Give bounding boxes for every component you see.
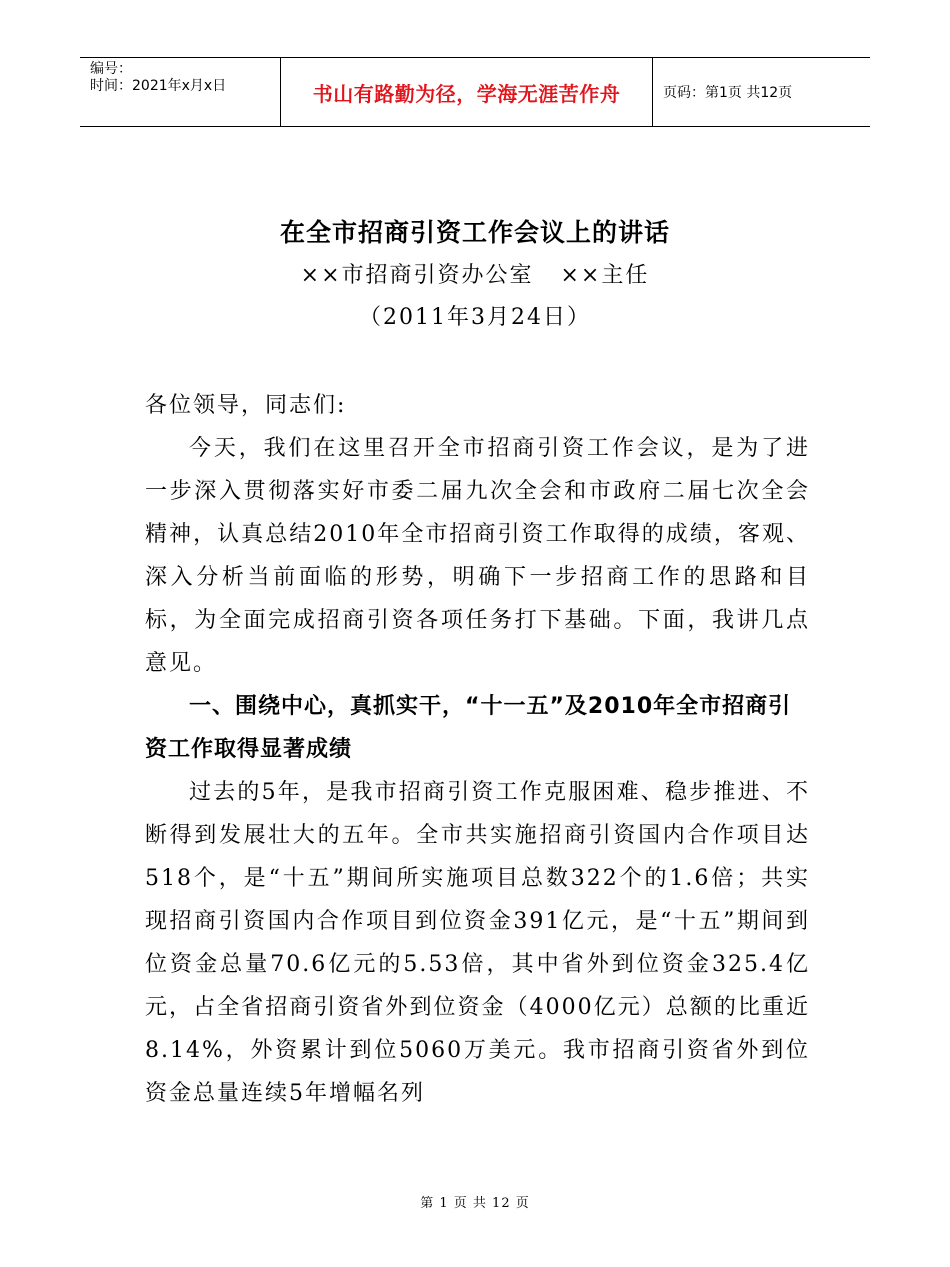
document-date: （2011年3月24日） xyxy=(359,305,591,330)
section-heading: 一、围绕中心，真抓实干，“十一五”及2010年全市招商引资工作取得显著成绩 xyxy=(145,694,792,762)
header-meta xyxy=(80,58,280,126)
greeting: 各位领导，同志们: xyxy=(145,393,347,418)
intro-paragraph: 今天，我们在这里召开全市招商引资工作会议，是为了进一步深入贯彻落实好市委二届九次全会和市政府二届七次全会精神，认真总结2010年全市招商引资工作取得的成绩，客观、深入分析当前面临的形势，明确下一步招商工作的思路和目标，为全面完成招商引资各项任务打下基础。下面，我讲几点意见。 xyxy=(145,436,810,676)
page-header xyxy=(80,57,870,127)
document-number-label: 编号： xyxy=(90,61,132,77)
document-title: 在全市招商引资工作会议上的讲话 xyxy=(279,218,670,247)
document-author: ××市招商引资办公室 ××主任 xyxy=(300,263,650,288)
document-body xyxy=(145,384,810,1115)
body-paragraph: 过去的5年，是我市招商引资工作克服困难、稳步推进、不断得到发展壮大的五年。全市共实施招商引资国内合作项目达518个，是“十五”期间所实施项目总数322个的1.6倍；共实现招商引资国内合作项目到位资金391亿元，是“十五”期间到位资金总量70.6亿元的5.53倍，其中省外到位资金325.4亿元，占全省招商引资省外到位资金（4000亿元）总额的比重近8.14%，外资累计到位5060万美元。我市招商引资省外到位资金总量连续5年增幅名列 xyxy=(145,780,810,1106)
document-time-label: 时间：2021年x月x日 xyxy=(90,78,227,94)
header-motto: 书山有路勤为径，学海无涯苦作舟 xyxy=(280,58,653,126)
page-footer: 第 1 页 共 12 页 xyxy=(420,1196,530,1211)
header-page-info: 页码：第1页 共12页 xyxy=(663,85,793,101)
